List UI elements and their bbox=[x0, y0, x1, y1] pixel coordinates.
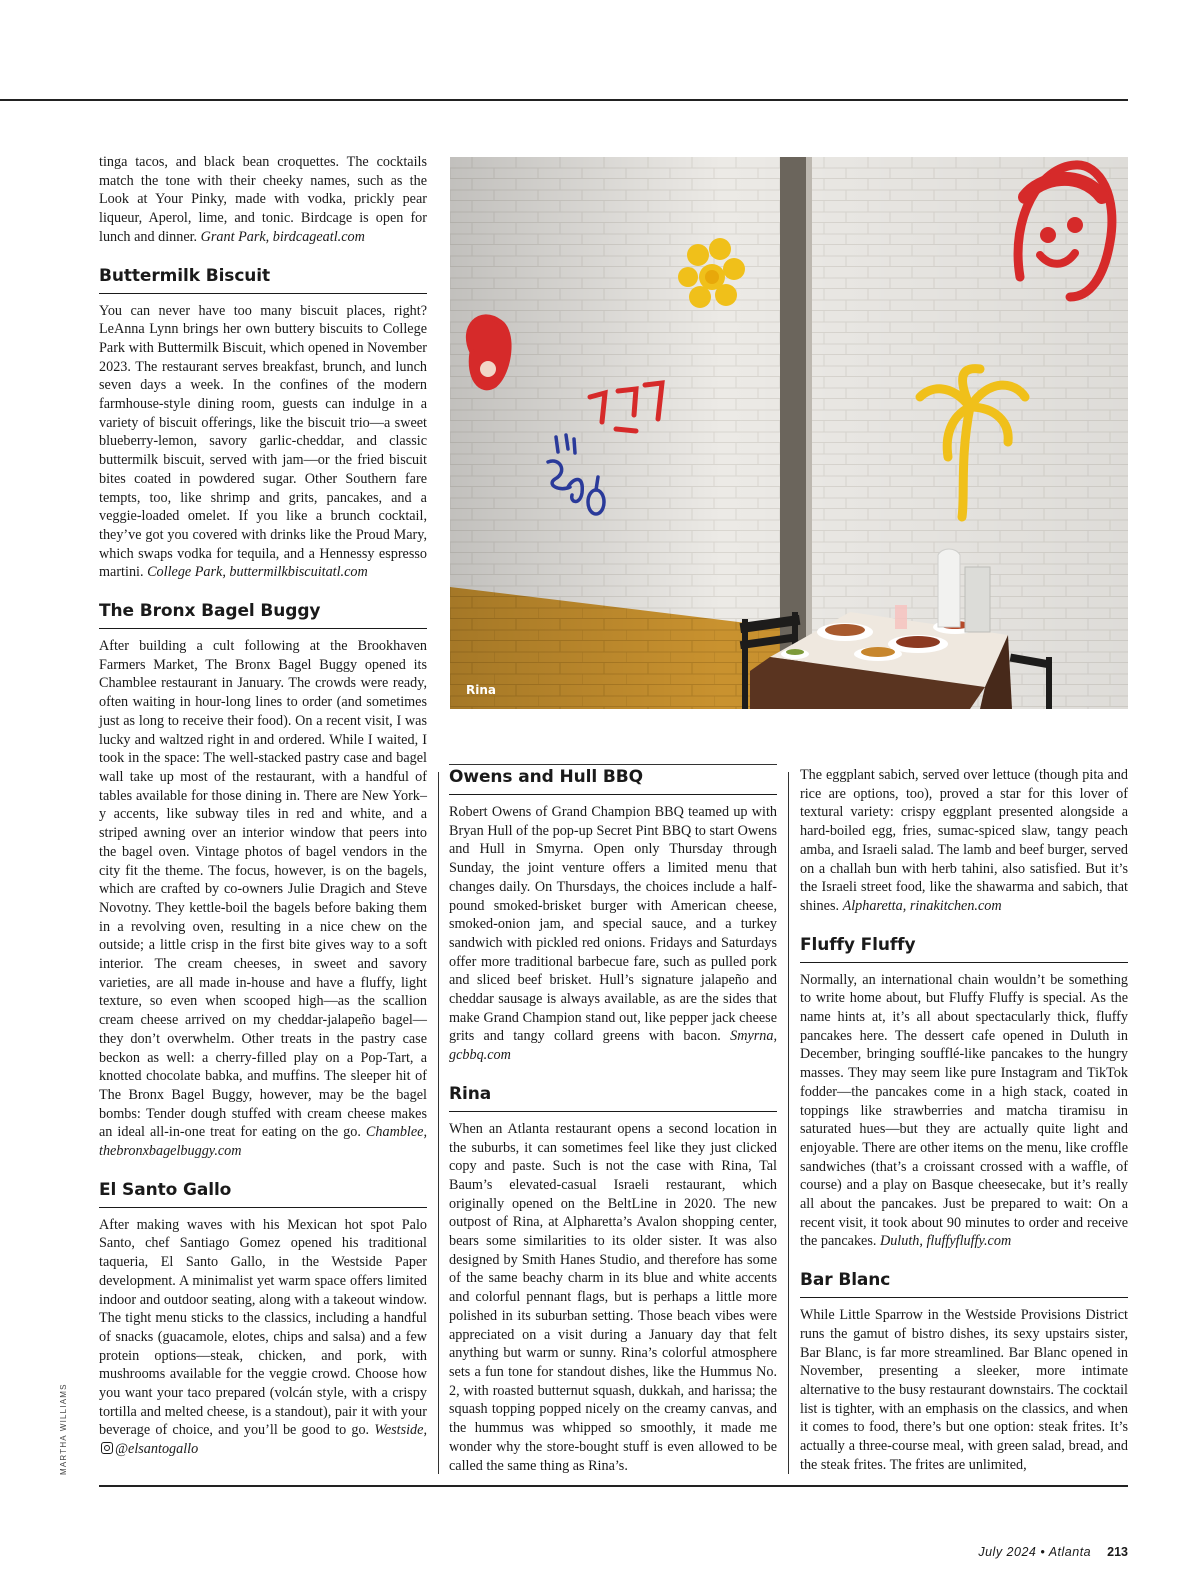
article-buttermilk-biscuit bbox=[99, 265, 427, 583]
article-title: Rina bbox=[449, 1083, 777, 1112]
article-body: Normally, an international chain wouldn’t be something to write home about, but Fluffy Fluffy is special. As the name hints at, it’s all about spectacularly thick, fluffy pancakes here. The dessert cafe opened in Duluth in December, bringing soufflé-like pancakes to the hungry masses. They may seem like pure Instagram and TikTok fodder—the pancakes come in a high stack, coated in toppings like strawberries and matcha tiramisu in saturated hues—but they are actually quite light and enjoyable. There are other items on the menu, like croffle sandwiches (that’s a croissant crossed with a waffle, of course) and a play on Basque cheesecake, but it’s really all about the pancakes. Just be prepared to wait: On a recent visit, it took about 90 minutes to order and receive the pancakes. bbox=[800, 971, 1128, 1250]
article-fluffy-fluffy bbox=[800, 934, 1128, 1252]
article-location: Grant Park, birdcageatl.com bbox=[200, 228, 365, 245]
article-location: Alpharetta, rinakitchen.com bbox=[842, 897, 1002, 914]
column-2 bbox=[449, 766, 777, 1475]
bottom-rule bbox=[99, 1485, 1128, 1487]
article-body: Robert Owens of Grand Champion BBQ teamed up with Bryan Hull of the pop-up Secret Pint BBQ to start Owens and Hull in Smyrna. Open only Thursday through Sunday, the joint venture offers a limited menu that changes daily. On Thursdays, the choices include a half-pound smoked-brisket burger with American cheese, smoked-onion jam, and special sauce, and a turkey sandwich with pickled red onions. Fridays and Saturdays offer more traditional barbecue fare, such as pulled pork and sliced beef brisket. Hull’s signature jalapeño and cheddar sausage is always available, as are the sides that make Grand Champion stand out, like pepper jack cheese grits and tangy collard greens with bacon. bbox=[449, 804, 777, 1045]
instagram-handle[interactable]: @elsantogallo bbox=[115, 1441, 199, 1458]
article-title: The Bronx Bagel Buggy bbox=[99, 600, 427, 629]
article-body: After making waves with his Mexican hot spot Palo Santo, chef Santiago Gomez opened his traditional taqueria, El Santo Gallo, in the Westside Paper development. A minimalist yet warm space offers limited indoor and outdoor seating, along with a takeout window. The tight menu sticks to the classics, including a handful of snacks (guacamole, elotes, chips and salsa) and a few protein options—steak, chicken, and pork, with mushrooms available for the veggie crowd. Choose how you want your taco prepared (volcán style, with a crispy tortilla and melted cheese, is a standout), pair it with your beverage of choice, and you’ll be good to go. bbox=[99, 1216, 427, 1439]
article-rina bbox=[449, 1083, 777, 1475]
article-location: Westside, bbox=[374, 1422, 427, 1439]
article-location: Chamblee, thebronxbagelbuggy.com bbox=[99, 1124, 427, 1160]
rina-interior-illustration bbox=[450, 157, 1128, 709]
article-title: Owens and Hull BBQ bbox=[449, 766, 777, 795]
page-footer bbox=[978, 1545, 1128, 1559]
article-bronx-bagel-buggy bbox=[99, 600, 427, 1161]
article-body: The eggplant sabich, served over lettuce (though pita and rice are options, too), proved a star for this lover of textural variety: crispy eggplant presented alongside a hard-boiled egg, fries, sumac-spiced slaw, tangy peach amba, and Israeli salad. The lamb and beef burger, served on a challah bun with herb tahini, also satisfied. But it’s the Israeli street food, like the shawarma and sabich, that shines. bbox=[800, 767, 1128, 914]
article-rina-continued bbox=[800, 766, 1128, 916]
article-title: Bar Blanc bbox=[800, 1269, 1128, 1298]
column-1 bbox=[99, 153, 427, 1459]
photo-caption: Rina bbox=[466, 683, 496, 697]
article-body: tinga tacos, and black bean croquettes. The cocktails match the tone with their cheeky names, such as the Look at Your Pinky, made with vodka, prickly pear liqueur, Aperol, lime, and tonic. Birdcage is open for lunch and dinner. bbox=[99, 154, 427, 245]
article-birdcage-tail bbox=[99, 153, 427, 247]
column-divider bbox=[438, 772, 439, 1474]
article-body: While Little Sparrow in the Westside Provisions District runs the gamut of bistro dishes, its sexy upstairs sister, Bar Blanc, is far more streamlined. Bar Blanc opened in November, presenting a sleeker, more intimate alternative to the busy restaurant downstairs. The cocktail list is tighter, with an emphasis on the classics, and when it comes to food, there’s but one option: steak frites. It’s actually a three-course meal, with green salad, bread, and the steak frites. The frites are unlimited, bbox=[800, 1307, 1128, 1473]
article-body: You can never have too many biscuit places, right? LeAnna Lynn brings her own buttery biscuits to College Park with Buttermilk Biscuit, which opened in November 2023. The restaurant serves breakfast, brunch, and lunch seven days a week. In the confines of the modern farmhouse-style dining room, guests can indulge in a variety of biscuit offerings, like the biscuit trio—a sweet blueberry-lemon, savory garlic-cheddar, and classic buttermilk biscuit, served with jam—or the fried biscuit bites coated in powdered sugar. Other Southern fare tempts, too, like shrimp and grits, pancakes, and a veggie-loaded omelet. If you like a brunch cocktail, they’ve got you covered with drinks like the Proud Mary, which swaps vodka for tequila, and a Hennessy espresso martini. bbox=[99, 302, 427, 581]
article-body: After building a cult following at the Brookhaven Farmers Market, The Bronx Bagel Buggy opened its Chamblee restaurant in January. The crowds were ready, often waiting in hour-long lines to order (and sometimes just as long to receive their food). On a recent visit, I was lucky and waltzed right in and ordered. While I waited, I took in the space: The well-stacked pastry case and bagel wall take up most of the restaurant, with a handful of tables available for those dining in. There are New York–y accents, like subway tiles in red and white, and a striped awning over an interior window that peers into the bagel oven. Vintage photos of bagel vendors in the city fit the theme. The focus, however, is on the bagels, which are crafted by co-owners Julie Dragich and Steve Novotny. They kettle-boil the bagels before baking them in a revolving oven, resulting in a nice chew on the outside; a little crisp in the first bite gives way to a soft interior. The cream cheeses, in sweet and savory varieties, are all made in-house and have a fluffy, light texture, so even when scooped high—as the scallion cream cheese arrived on my cheddar-jalapeño bagel—they don’t overwhelm. Other treats in the pastry case beckon as well: a cherry-filled play on a Pop-Tart, a knotted chocolate babka, and muffins. The sleeper hit of The Bronx Bagel Buggy, however, may be the bagel bombs: Tender dough stuffed with cream cheese makes an ideal all-in-one treat for eating on the go. bbox=[99, 638, 427, 1141]
red-face-doodle bbox=[468, 317, 509, 388]
page-number: 213 bbox=[1107, 1545, 1128, 1559]
article-el-santo-gallo bbox=[99, 1179, 427, 1459]
article-title: Fluffy Fluffy bbox=[800, 934, 1128, 963]
restaurant-photo bbox=[450, 157, 1128, 709]
article-body: When an Atlanta restaurant opens a second location in the suburbs, it can sometimes feel like they just clicked copy and paste. Such is not the case with Rina, Tal Baum’s elevated-casual Israeli restaurant, which originally opened on the BeltLine in 2020. The new outpost of Rina, at Alpharetta’s Avalon shopping center, bears some similarities to its older sister. It was also designed by Smith Hanes Studio, and therefore has some of the same beachy charm in its blue and white accents and colorful pennant flags, but is perhaps a little more polished in its suburban setting. Those beach vibes were appreciated on a visit during a January day that felt anything but warm or sunny. Rina’s colorful atmosphere sets a fun tone for standout dishes, like the Hummus No. 2, with roasted butternut squash, dukkah, and harissa; the squash topping popped nicely on the creamy canvas, and the hummus was whipped so smoothly, it made me wonder why the store-bought stuff is even allowed to be called the same thing as Rina’s. bbox=[449, 1120, 777, 1474]
article-location: College Park, buttermilkbiscuitatl.com bbox=[147, 564, 368, 581]
article-location: Duluth, fluffyfluffy.com bbox=[879, 1233, 1012, 1250]
column-top-rule bbox=[449, 764, 777, 765]
article-bar-blanc bbox=[800, 1269, 1128, 1474]
instagram-icon bbox=[101, 1442, 113, 1454]
article-location: Smyrna, gcbbq.com bbox=[449, 1028, 778, 1064]
article-title: Buttermilk Biscuit bbox=[99, 265, 427, 294]
photo-credit: MARTHA WILLIAMS bbox=[59, 1383, 68, 1475]
top-rule bbox=[0, 99, 1128, 101]
column-divider bbox=[788, 772, 789, 1474]
article-title: El Santo Gallo bbox=[99, 1179, 427, 1208]
column-3 bbox=[800, 766, 1128, 1475]
issue-label: July 2024 • Atlanta bbox=[978, 1545, 1092, 1559]
article-owens-hull-bbq bbox=[449, 766, 777, 1065]
